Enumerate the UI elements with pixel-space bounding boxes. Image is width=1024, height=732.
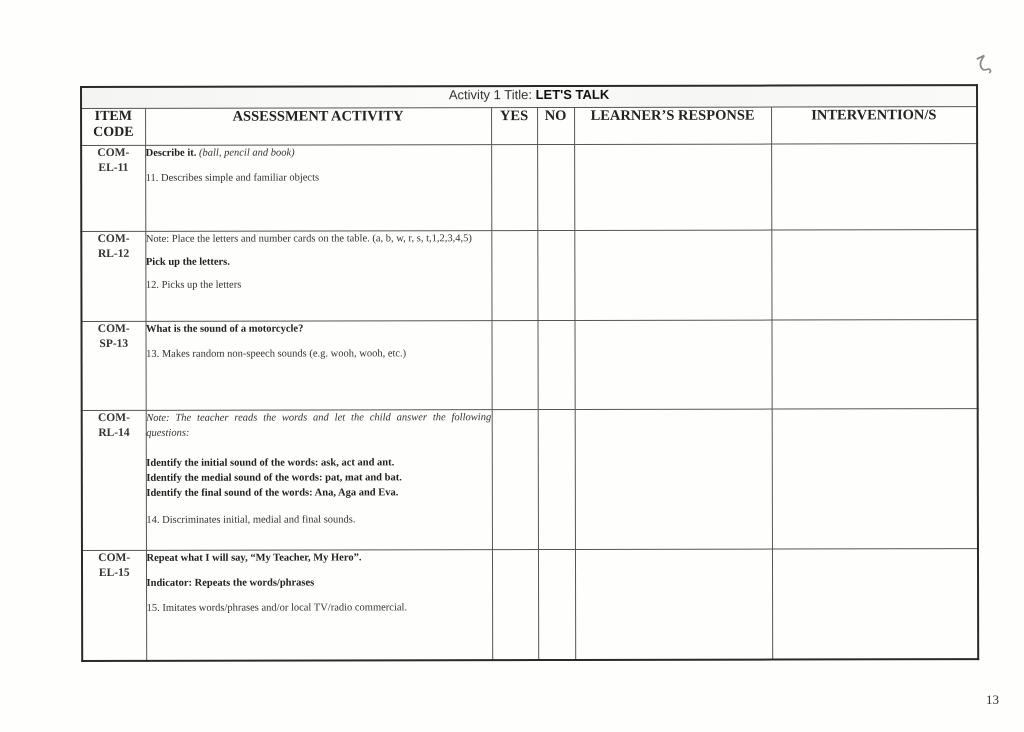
header-item-code [81, 108, 145, 145]
assessment-table [80, 84, 979, 661]
header-learners-response: LEARNER’S RESPONSE [574, 107, 771, 144]
table-row [82, 409, 978, 551]
yes-checkbox-cell[interactable] [491, 321, 537, 410]
activity-indicator: 12. Picks up the letters [145, 279, 242, 291]
activity-prompt: Describe it. [145, 147, 197, 159]
activity-indicator: 14. Discriminates initial, medial and final sounds. [146, 514, 356, 526]
header-assessment-activity: ASSESSMENT ACTIVITY [145, 108, 491, 146]
interventions-field[interactable] [771, 320, 977, 409]
activity-note: Note: The teacher reads the words and let the child answer the following questions: [146, 412, 492, 439]
assessment-sheet [80, 84, 979, 661]
assessment-activity-cell [145, 231, 491, 322]
interventions-field[interactable] [771, 230, 977, 320]
activity-title-row [81, 85, 977, 108]
table-row [82, 549, 978, 661]
item-code-line1: COM- [97, 322, 130, 335]
activity-indicator: 15. Imitates words/phrases and/or local TV/radio commercial. [146, 602, 408, 614]
item-code-line2: EL-15 [98, 566, 130, 579]
activity-materials: (ball, pencil and book) [196, 147, 295, 159]
activity-note: Note: Place the letters and number cards on the table. (a, b, w, r, s, t,1,2,3,4,5) [145, 233, 472, 245]
assessment-activity-cell [145, 321, 491, 411]
learners-response-field[interactable] [575, 409, 772, 549]
item-code-line1: COM- [97, 232, 130, 245]
no-checkbox-cell[interactable] [538, 409, 575, 549]
item-code-line2: EL-11 [98, 161, 129, 174]
activity-question: Identify the final sound of the words: Ana, Aga and Eva. [146, 487, 399, 499]
activity-question: Identify the initial sound of the words: ask, act and ant. [146, 457, 395, 469]
activity-indicator: 11. Describes simple and familiar objects [145, 172, 320, 184]
learners-response-field[interactable] [575, 549, 772, 659]
item-code [81, 231, 145, 321]
header-item-code-line1: ITEM [94, 108, 133, 124]
item-code-line2: SP-13 [99, 337, 129, 350]
yes-checkbox-cell[interactable] [491, 231, 537, 321]
learners-response-field[interactable] [574, 320, 771, 409]
activity-prompt: What is the sound of a motorcycle? [145, 323, 304, 335]
header-interventions: INTERVENTION/S [771, 107, 977, 144]
header-item-code-line2: CODE [93, 124, 134, 140]
no-checkbox-cell[interactable] [538, 549, 575, 659]
item-code-line1: COM- [98, 551, 131, 564]
page-number: 13 [986, 692, 999, 707]
activity-prompt: Pick up the letters. [145, 256, 230, 268]
activity-title-prefix: Activity 1 Title: [448, 87, 536, 103]
column-header-row [81, 107, 977, 146]
learners-response-field[interactable] [574, 144, 771, 230]
yes-checkbox-cell[interactable] [492, 550, 538, 660]
no-checkbox-cell[interactable] [537, 230, 574, 320]
interventions-field[interactable] [772, 409, 978, 549]
yes-checkbox-cell[interactable] [491, 145, 537, 231]
no-checkbox-cell[interactable] [537, 144, 574, 230]
header-yes: YES [491, 108, 537, 145]
activity-indicator-label: Indicator: Repeats the words/phrases [146, 577, 315, 589]
activity-prompt: Repeat what I will say, “My Teacher, My Hero”. [146, 552, 362, 564]
interventions-field[interactable] [772, 549, 978, 659]
yes-checkbox-cell[interactable] [492, 410, 538, 550]
handwritten-mark: ζ [973, 50, 994, 78]
interventions-field[interactable] [771, 144, 977, 230]
no-checkbox-cell[interactable] [537, 320, 574, 409]
item-code [81, 145, 145, 231]
assessment-activity-cell [146, 410, 492, 551]
table-row [81, 320, 977, 411]
activity-indicator: 13. Makes random non-speech sounds (e.g. wooh, wooh, etc.) [146, 348, 407, 360]
item-code-line2: RL-12 [97, 247, 130, 260]
table-row [81, 230, 977, 322]
item-code [82, 410, 146, 550]
activity-title-name: LET'S TALK [535, 86, 610, 103]
table-row [81, 144, 977, 232]
item-code [82, 550, 146, 660]
assessment-activity-cell [146, 550, 492, 661]
item-code-line1: COM- [97, 411, 130, 424]
activity-title [81, 85, 977, 108]
activity-question: Identify the medial sound of the words: pat, mat and bat. [146, 472, 402, 484]
header-no: NO [537, 107, 574, 144]
learners-response-field[interactable] [574, 230, 771, 320]
item-code-line1: COM- [97, 146, 130, 159]
item-code-line2: RL-14 [98, 426, 130, 439]
assessment-activity-cell [145, 145, 491, 232]
item-code [81, 321, 145, 410]
